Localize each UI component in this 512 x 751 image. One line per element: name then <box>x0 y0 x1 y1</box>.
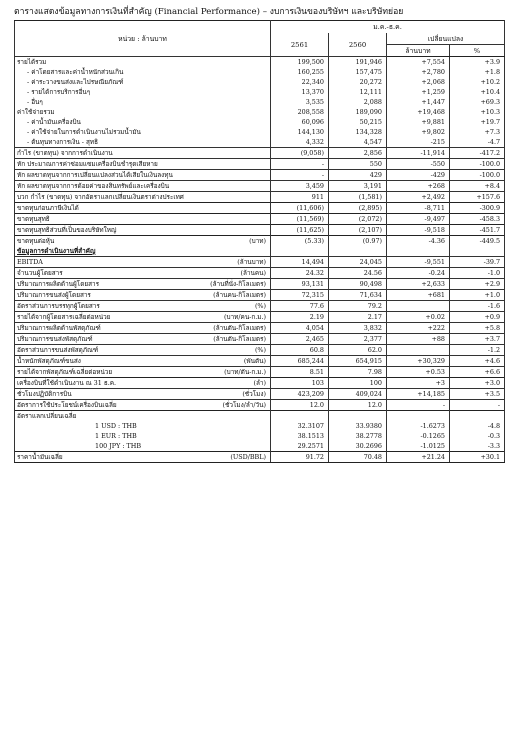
row-label-cell <box>15 431 271 441</box>
cell-y2560: 2,377 <box>329 334 387 345</box>
row-label-cell <box>15 203 271 214</box>
row-label-cell <box>15 117 271 127</box>
cell-y2561: 4,332 <box>271 137 329 148</box>
cell-pct <box>450 411 505 422</box>
row-unit: (ชั่วโมง) <box>242 390 266 398</box>
cell-pct: -4.8 <box>450 421 505 431</box>
cell-y2561: 32.3107 <box>271 421 329 431</box>
table-row <box>15 203 505 214</box>
cell-y2560: 33.9380 <box>329 421 387 431</box>
cell-y2561: 93,131 <box>271 279 329 290</box>
row-label: อัตราส่วนการขนส่งพัสดุภัณฑ์ <box>17 346 99 354</box>
cell-y2561 <box>271 246 329 257</box>
cell-chg: +7,554 <box>387 57 450 68</box>
cell-y2561: 77.6 <box>271 301 329 312</box>
table-row <box>15 87 505 97</box>
table-row <box>15 67 505 77</box>
cell-y2561: (9,058) <box>271 148 329 159</box>
row-unit: (ล้านคน) <box>240 269 266 277</box>
cell-y2561: 3,535 <box>271 97 329 107</box>
cell-y2561: 3,459 <box>271 181 329 192</box>
table-row <box>15 345 505 356</box>
cell-chg: +2,068 <box>387 77 450 87</box>
cell-y2560: 70.48 <box>329 452 387 463</box>
row-label: ราคาน้ำมันเฉลี่ย <box>17 453 63 461</box>
cell-pct: -39.7 <box>450 257 505 268</box>
row-unit: (บาท/คน-ก.ม.) <box>224 313 266 321</box>
row-label-cell <box>15 137 271 148</box>
cell-pct: +2.9 <box>450 279 505 290</box>
table-row <box>15 290 505 301</box>
table-row <box>15 127 505 137</box>
cell-chg: +268 <box>387 181 450 192</box>
cell-y2560: 4,547 <box>329 137 387 148</box>
cell-chg <box>387 411 450 422</box>
row-label: - ค่าโดยสารและค่าน้ำหนักส่วนเกิน <box>27 68 124 76</box>
row-unit: (ล้านบาท) <box>237 258 266 266</box>
cell-chg: +14,185 <box>387 389 450 400</box>
cell-y2561: 4,054 <box>271 323 329 334</box>
row-label-cell <box>15 312 271 323</box>
row-label: กำไร (ขาดทุน) จากการดำเนินงาน <box>17 149 113 157</box>
cell-y2560: 100 <box>329 378 387 389</box>
unit-label: หน่วย : ล้านบาท <box>15 21 271 57</box>
row-label: ปริมาณการผลิตด้านผู้โดยสาร <box>17 280 100 288</box>
cell-chg: -9,518 <box>387 225 450 236</box>
cell-pct: -4.7 <box>450 137 505 148</box>
row-label: เครื่องบินที่ใช้ดำเนินงาน ณ 31 ธ.ค. <box>17 379 117 387</box>
cell-pct: +69.3 <box>450 97 505 107</box>
row-unit: (ล้านคน-กิโลเมตร) <box>213 291 266 299</box>
row-label-cell <box>15 148 271 159</box>
table-row <box>15 411 505 422</box>
row-label: - อื่นๆ <box>27 98 43 106</box>
cell-chg: -9,551 <box>387 257 450 268</box>
table-row <box>15 236 505 247</box>
table-row <box>15 137 505 148</box>
cell-y2560: 7.98 <box>329 367 387 378</box>
cell-chg: +21.24 <box>387 452 450 463</box>
row-label-cell <box>15 159 271 170</box>
row-label-cell <box>15 301 271 312</box>
year-previous-header: 2560 <box>329 33 387 57</box>
cell-y2560: 3,832 <box>329 323 387 334</box>
table-row <box>15 117 505 127</box>
cell-pct: +3.7 <box>450 334 505 345</box>
cell-chg: -215 <box>387 137 450 148</box>
row-label: รายได้จากผู้โดยสารเฉลี่ยต่อหน่วย <box>17 313 111 321</box>
row-label-cell <box>15 356 271 367</box>
row-label-cell <box>15 323 271 334</box>
row-label: - ต้นทุนทางการเงิน - สุทธิ <box>27 138 99 146</box>
row-label-cell <box>15 87 271 97</box>
cell-y2561: (11,625) <box>271 225 329 236</box>
cell-y2560: (2,895) <box>329 203 387 214</box>
cell-chg: -0.24 <box>387 268 450 279</box>
cell-pct: +8.4 <box>450 181 505 192</box>
cell-y2561: 911 <box>271 192 329 203</box>
row-label: รายได้รวม <box>17 58 47 66</box>
cell-chg: +3 <box>387 378 450 389</box>
cell-pct: -0.3 <box>450 431 505 441</box>
row-label-cell <box>15 345 271 356</box>
row-label-cell <box>15 192 271 203</box>
row-unit: (บาท) <box>249 237 266 245</box>
row-label: ขาดทุนสุทธิส่วนที่เป็นของบริษัทใหญ่ <box>17 226 117 234</box>
row-label-cell <box>15 225 271 236</box>
cell-y2561: 91.72 <box>271 452 329 463</box>
cell-y2560: 409,024 <box>329 389 387 400</box>
cell-chg: +0.53 <box>387 367 450 378</box>
cell-y2560: 654,915 <box>329 356 387 367</box>
cell-chg: -429 <box>387 170 450 181</box>
row-label: ปริมาณการขนส่งผู้โดยสาร <box>17 291 91 299</box>
table-row <box>15 214 505 225</box>
cell-pct: +157.6 <box>450 192 505 203</box>
table-row <box>15 367 505 378</box>
cell-y2561: 14,494 <box>271 257 329 268</box>
cell-pct: -1.6 <box>450 301 505 312</box>
row-label-cell <box>15 290 271 301</box>
table-row <box>15 389 505 400</box>
cell-chg: +1,447 <box>387 97 450 107</box>
cell-y2561: 22,340 <box>271 77 329 87</box>
cell-y2561: 423,209 <box>271 389 329 400</box>
cell-y2560: 3,191 <box>329 181 387 192</box>
cell-y2560: 24,045 <box>329 257 387 268</box>
cell-chg: +19,468 <box>387 107 450 117</box>
cell-pct: -417.2 <box>450 148 505 159</box>
cell-y2560: 2.17 <box>329 312 387 323</box>
row-label-cell <box>15 389 271 400</box>
row-label: - ค่าใช้จ่ายในการดำเนินงานไม่รวมน้ำมัน <box>27 128 141 136</box>
row-label: ขาดทุนสุทธิ <box>17 215 50 223</box>
row-label-cell <box>15 421 271 431</box>
cell-pct: -458.3 <box>450 214 505 225</box>
cell-y2561: 38.1513 <box>271 431 329 441</box>
row-label: ค่าใช้จ่ายรวม <box>17 108 55 116</box>
row-label: ข้อมูลการดำเนินงานที่สำคัญ <box>17 247 96 255</box>
row-label: ปริมาณการผลิตด้านพัสดุภัณฑ์ <box>17 324 101 332</box>
table-row <box>15 312 505 323</box>
table-row <box>15 356 505 367</box>
row-label: ปริมาณการขนส่งพัสดุภัณฑ์ <box>17 335 93 343</box>
cell-y2561: 103 <box>271 378 329 389</box>
cell-y2561: 160,255 <box>271 67 329 77</box>
cell-chg: +222 <box>387 323 450 334</box>
cell-y2560: (2,072) <box>329 214 387 225</box>
table-row <box>15 225 505 236</box>
cell-chg <box>387 246 450 257</box>
cell-chg: +9,802 <box>387 127 450 137</box>
cell-y2561: 208,558 <box>271 107 329 117</box>
table-row <box>15 441 505 452</box>
cell-chg: -550 <box>387 159 450 170</box>
row-label: อัตราแลกเปลี่ยนเฉลี่ย <box>17 412 77 420</box>
table-row <box>15 170 505 181</box>
cell-y2561: 199,500 <box>271 57 329 68</box>
cell-y2561: 29.2571 <box>271 441 329 452</box>
cell-y2560: 30.2696 <box>329 441 387 452</box>
cell-y2560: 71,634 <box>329 290 387 301</box>
cell-pct: +19.7 <box>450 117 505 127</box>
row-label: อัตราส่วนการบรรทุกผู้โดยสาร <box>17 302 100 310</box>
row-label-cell <box>15 452 271 463</box>
row-label: 100 JPY : THB <box>95 442 142 450</box>
cell-pct <box>450 246 505 257</box>
cell-pct: +3.9 <box>450 57 505 68</box>
row-label: บวก กำไร (ขาดทุน) จากอัตราแลกเปลี่ยนเงินตราต่างประเทศ <box>17 193 184 201</box>
table-row <box>15 57 505 68</box>
table-row <box>15 257 505 268</box>
cell-y2560 <box>329 246 387 257</box>
cell-chg: +9,881 <box>387 117 450 127</box>
row-label-cell <box>15 400 271 411</box>
cell-pct: +3.0 <box>450 378 505 389</box>
table-row <box>15 268 505 279</box>
cell-pct: +0.9 <box>450 312 505 323</box>
cell-pct: +1.8 <box>450 67 505 77</box>
cell-pct: -451.7 <box>450 225 505 236</box>
cell-y2560: 191,946 <box>329 57 387 68</box>
cell-chg: -1.6273 <box>387 421 450 431</box>
row-unit: (บาท/ตัน-ก.ม.) <box>224 368 266 376</box>
row-label: - ค่าน้ำมันเครื่องบิน <box>27 118 81 126</box>
change-amount-header: ล้านบาท <box>387 45 450 57</box>
cell-y2560: 50,215 <box>329 117 387 127</box>
cell-pct: -300.9 <box>450 203 505 214</box>
cell-y2560: (2,107) <box>329 225 387 236</box>
cell-pct: +10.2 <box>450 77 505 87</box>
cell-pct: +1.0 <box>450 290 505 301</box>
cell-chg: -9,497 <box>387 214 450 225</box>
cell-y2560: 12.0 <box>329 400 387 411</box>
table-row <box>15 97 505 107</box>
row-label-cell <box>15 257 271 268</box>
cell-y2560: 20,272 <box>329 77 387 87</box>
cell-pct: -449.5 <box>450 236 505 247</box>
table-row <box>15 323 505 334</box>
cell-pct: +4.6 <box>450 356 505 367</box>
cell-chg: +30,329 <box>387 356 450 367</box>
table-row <box>15 301 505 312</box>
row-label: - ค่าระวางขนส่งและไปรษณียภัณฑ์ <box>27 78 124 86</box>
cell-chg: -8,711 <box>387 203 450 214</box>
table-row <box>15 181 505 192</box>
cell-chg: +88 <box>387 334 450 345</box>
cell-y2561: 2.19 <box>271 312 329 323</box>
cell-pct: -1.2 <box>450 345 505 356</box>
cell-y2561: - <box>271 170 329 181</box>
cell-chg: +2,780 <box>387 67 450 77</box>
cell-chg: -11,914 <box>387 148 450 159</box>
cell-y2560: 12,111 <box>329 87 387 97</box>
row-label: รายได้จากพัสดุภัณฑ์เฉลี่ยต่อหน่วย <box>17 368 113 376</box>
row-unit: (%) <box>254 302 266 310</box>
row-label: ขาดทุนก่อนภาษีเงินได้ <box>17 204 79 212</box>
table-row <box>15 334 505 345</box>
year-current-header: 2561 <box>271 33 329 57</box>
row-label-cell <box>15 334 271 345</box>
cell-pct: +6.6 <box>450 367 505 378</box>
cell-y2561: 12.0 <box>271 400 329 411</box>
cell-chg: +2,492 <box>387 192 450 203</box>
cell-y2560: 79.2 <box>329 301 387 312</box>
table-row <box>15 148 505 159</box>
cell-y2561: 60,096 <box>271 117 329 127</box>
cell-y2561: (11,606) <box>271 203 329 214</box>
row-unit: (USD/BBL) <box>230 453 266 461</box>
table-row <box>15 246 505 257</box>
cell-pct: -1.0 <box>450 268 505 279</box>
row-label: อัตราการใช้ประโยชน์เครื่องบินเฉลี่ย <box>17 401 117 409</box>
cell-y2561: - <box>271 159 329 170</box>
row-label-cell <box>15 181 271 192</box>
row-label-cell <box>15 378 271 389</box>
row-label: ชั่วโมงปฏิบัติการบิน <box>17 390 72 398</box>
cell-y2560: 38.2778 <box>329 431 387 441</box>
cell-y2560: 2,856 <box>329 148 387 159</box>
cell-chg <box>387 301 450 312</box>
cell-pct: +3.5 <box>450 389 505 400</box>
row-label: - รายได้การบริการอื่นๆ <box>27 88 91 96</box>
cell-chg: -0.1265 <box>387 431 450 441</box>
cell-pct: - <box>450 400 505 411</box>
table-row <box>15 192 505 203</box>
cell-y2560: 157,475 <box>329 67 387 77</box>
cell-y2561: 72,315 <box>271 290 329 301</box>
cell-y2560: 189,090 <box>329 107 387 117</box>
financial-table <box>14 20 505 463</box>
table-row <box>15 77 505 87</box>
cell-pct: -100.0 <box>450 159 505 170</box>
cell-y2561: (11,569) <box>271 214 329 225</box>
row-label-cell <box>15 127 271 137</box>
row-label: หัก ผลขาดทุนจากการด้อยค่าของสินทรัพย์และเครื่องบิน <box>17 182 170 190</box>
cell-chg: +2,633 <box>387 279 450 290</box>
cell-pct: +10.4 <box>450 87 505 97</box>
cell-y2560: 24.56 <box>329 268 387 279</box>
table-row <box>15 400 505 411</box>
cell-chg: +1,259 <box>387 87 450 97</box>
row-label: หัก ประมาณการค่าซ่อมแซมเครื่องบินชำรุดเสียหาย <box>17 160 158 168</box>
table-row <box>15 431 505 441</box>
cell-y2560: 2,088 <box>329 97 387 107</box>
row-label-cell <box>15 67 271 77</box>
row-label: จำนวนผู้โดยสาร <box>17 269 63 277</box>
cell-y2561: 685,244 <box>271 356 329 367</box>
row-label: 1 USD : THB <box>95 422 137 430</box>
cell-y2561: (5.33) <box>271 236 329 247</box>
row-label-cell <box>15 246 271 257</box>
row-label-cell <box>15 441 271 452</box>
row-label-cell <box>15 214 271 225</box>
row-label-cell <box>15 268 271 279</box>
row-label-cell <box>15 236 271 247</box>
cell-y2561: 60.8 <box>271 345 329 356</box>
cell-y2560: 429 <box>329 170 387 181</box>
cell-pct: +5.8 <box>450 323 505 334</box>
row-unit: (ลำ) <box>253 379 266 387</box>
row-unit: (%) <box>254 346 266 354</box>
table-row <box>15 159 505 170</box>
table-row <box>15 107 505 117</box>
page-caption: ตารางแสดงข้อมูลทางการเงินที่สำคัญ (Financial Performance) – งบการเงินของบริษัทฯ และบริษัทย่อย <box>14 7 404 17</box>
row-unit: (ล้านตัน-กิโลเมตร) <box>213 335 266 343</box>
cell-y2560: (0.97) <box>329 236 387 247</box>
cell-chg: +681 <box>387 290 450 301</box>
row-label-cell <box>15 77 271 87</box>
row-label-cell <box>15 367 271 378</box>
cell-chg: +0.02 <box>387 312 450 323</box>
row-unit: (ล้านที่นั่ง-กิโลเมตร) <box>210 280 266 288</box>
cell-chg: -1.0125 <box>387 441 450 452</box>
cell-y2561: 144,130 <box>271 127 329 137</box>
cell-y2561: 8.51 <box>271 367 329 378</box>
cell-pct: +10.3 <box>450 107 505 117</box>
row-label-cell <box>15 57 271 68</box>
row-unit: (พันตัน) <box>243 357 266 365</box>
table-row <box>15 421 505 431</box>
row-label: EBITDA <box>17 258 43 266</box>
cell-pct: -100.0 <box>450 170 505 181</box>
row-label-cell <box>15 97 271 107</box>
cell-pct: +7.3 <box>450 127 505 137</box>
change-pct-header: % <box>450 45 505 57</box>
table-row <box>15 452 505 463</box>
cell-y2561: 13,370 <box>271 87 329 97</box>
table-row <box>15 279 505 290</box>
row-unit: (ล้านตัน-กิโลเมตร) <box>213 324 266 332</box>
row-unit: (ชั่วโมง/ลำ/วัน) <box>222 401 266 409</box>
cell-y2561 <box>271 411 329 422</box>
row-label: 1 EUR : THB <box>95 432 137 440</box>
cell-y2560 <box>329 411 387 422</box>
cell-chg <box>387 345 450 356</box>
period-header: ม.ค.-ธ.ค. <box>271 21 505 34</box>
row-label: ขาดทุนต่อหุ้น <box>17 237 55 245</box>
table-body <box>15 57 505 463</box>
cell-pct: +30.1 <box>450 452 505 463</box>
cell-y2561: 2,465 <box>271 334 329 345</box>
cell-y2560: 134,328 <box>329 127 387 137</box>
cell-y2560: 550 <box>329 159 387 170</box>
row-label-cell <box>15 107 271 117</box>
row-label-cell <box>15 411 271 422</box>
cell-y2560: (1,581) <box>329 192 387 203</box>
cell-chg: -4.36 <box>387 236 450 247</box>
row-label: หัก ผลขาดทุนจากการเปลี่ยนแปลงส่วนได้เสียในเงินลงทุน <box>17 171 173 179</box>
change-header: เปลี่ยนแปลง <box>387 33 505 45</box>
cell-y2561: 24.32 <box>271 268 329 279</box>
cell-pct: -3.3 <box>450 441 505 452</box>
row-label-cell <box>15 279 271 290</box>
row-label: น้ำหนักพัสดุภัณฑ์ขนส่ง <box>17 357 81 365</box>
cell-chg: - <box>387 400 450 411</box>
cell-y2560: 90,498 <box>329 279 387 290</box>
row-label-cell <box>15 170 271 181</box>
cell-y2560: 62.0 <box>329 345 387 356</box>
table-row <box>15 378 505 389</box>
